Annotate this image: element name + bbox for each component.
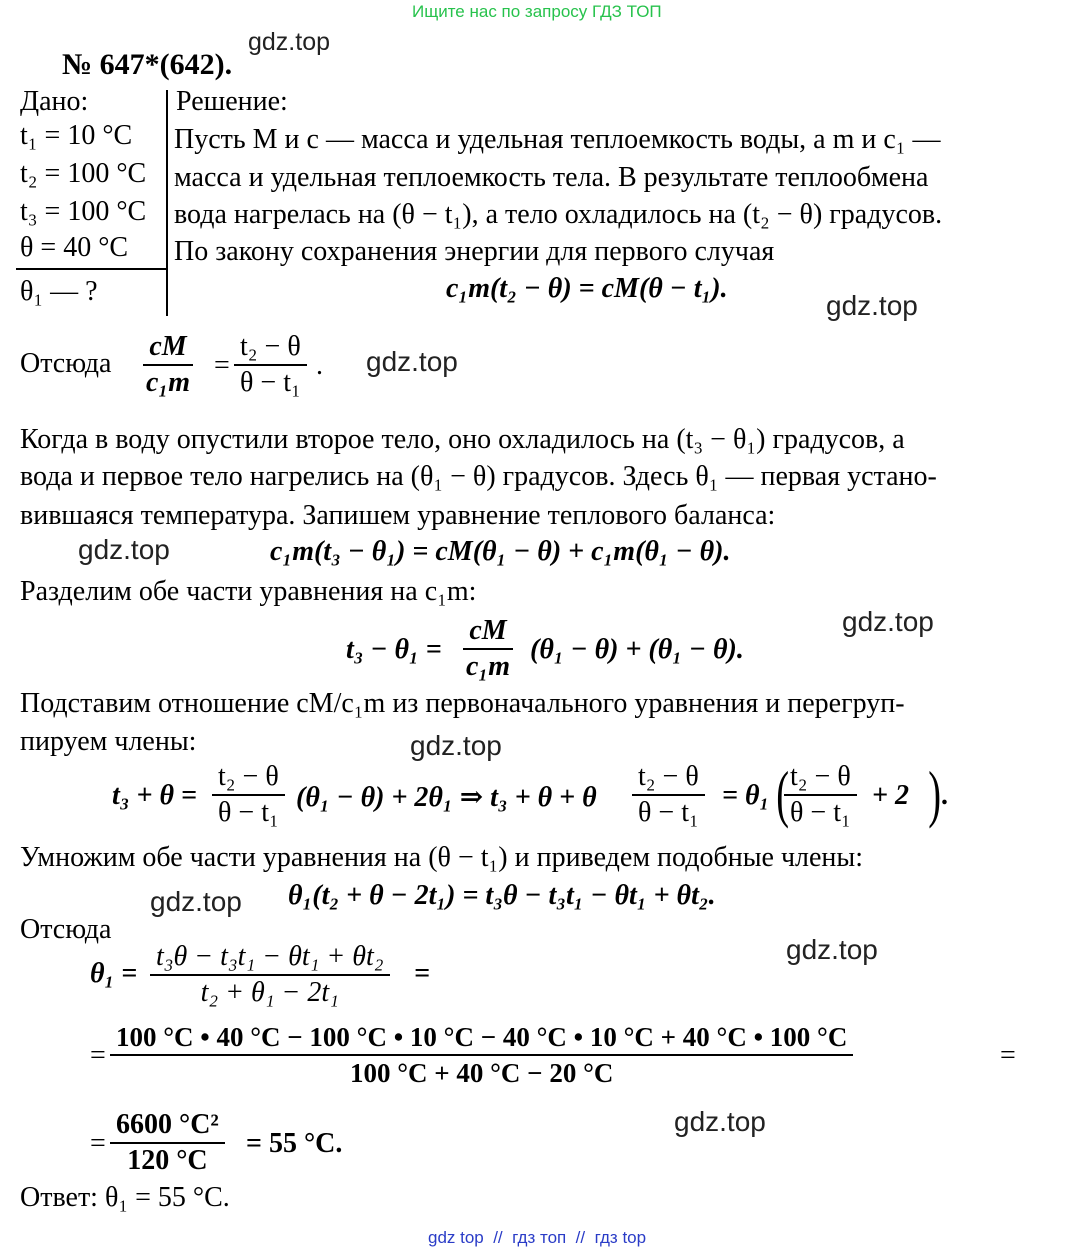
fraction-general — [150, 940, 390, 1010]
watermark: gdz.top — [150, 886, 242, 917]
equation-4-part: + 2 — [872, 780, 909, 811]
equation-6-rhs: = — [414, 958, 430, 989]
substitute-line: пируем члены: — [20, 726, 197, 757]
period: . — [316, 350, 323, 381]
fraction-numerator: t₂ − θ — [234, 330, 307, 366]
given-separator — [166, 90, 168, 316]
watermark: gdz.top — [842, 606, 934, 637]
fraction-denominator: θ − t₁ — [790, 797, 851, 828]
equation-2: c₁m(t₃ − θ₁) = cM(θ₁ − θ) + c₁m(θ₁ − θ). — [270, 536, 731, 567]
fraction-denominator: c₁m — [466, 651, 510, 682]
watermark: gdz.top — [248, 28, 331, 56]
equation-7-lhs: = — [90, 1040, 106, 1071]
watermark: gdz.top — [410, 730, 502, 761]
fraction-numerator: t₂ − θ — [632, 760, 705, 796]
fraction-denominator: θ − t₁ — [638, 797, 699, 828]
fraction-denominator: θ − t₁ — [240, 367, 301, 398]
fraction-numerator: 6600 °C² — [110, 1108, 225, 1144]
fraction-denominator: θ − t₁ — [218, 797, 279, 828]
fraction-denominator: c₁m — [146, 367, 190, 398]
hence-label: Отсюда — [20, 348, 112, 379]
equation-4-part: t₃ + θ = — [112, 780, 197, 811]
left-paren: ( — [776, 758, 790, 829]
fraction-cM-over-c1m — [140, 330, 196, 400]
para-line: Когда в воду опустили второе тело, оно охладилось на (t₃ − θ₁) градусов, а — [20, 424, 905, 455]
solution-label: Решение: — [176, 86, 288, 117]
fraction-temperatures — [212, 760, 285, 830]
fraction-denominator: 100 °C + 40 °C − 20 °C — [349, 1058, 614, 1088]
equation-4-part: (θ₁ − θ) + 2θ₁ ⇒ t₃ + θ + θ — [296, 782, 597, 813]
watermark: gdz.top — [78, 534, 170, 565]
fraction-temperatures — [784, 760, 857, 830]
para-line: вода и первое тело нагрелись на (θ₁ − θ) градусов. Здесь θ₁ — первая устано- — [20, 461, 937, 492]
equation-8-rhs: = 55 °C. — [246, 1128, 343, 1159]
fraction-result — [110, 1108, 225, 1178]
divide-text: Разделим обе части уравнения на c₁m: — [20, 576, 477, 607]
fraction-temperatures — [632, 760, 705, 830]
fraction-denominator: 120 °C — [127, 1145, 208, 1176]
fraction-numerator: t₂ − θ — [212, 760, 285, 796]
given-item: t₂ = 100 °C — [20, 158, 147, 189]
equation-6-lhs: θ₁ = — [90, 958, 138, 989]
solution-line: масса и удельная теплоемкость тела. В результате теплообмена — [174, 162, 929, 193]
solution-line: Пусть M и c — масса и удельная теплоемкость воды, а m и c₁ — — [174, 124, 941, 155]
fraction-cM-over-c1m — [460, 614, 516, 684]
watermark: gdz.top — [674, 1106, 766, 1137]
fraction-numerator: cM — [143, 330, 192, 366]
para-line: вившаяся температура. Запишем уравнение теплового баланса: — [20, 500, 776, 531]
fraction-numerator: 100 °C • 40 °C − 100 °C • 10 °C − 40 °C • 10 °C + 40 °C • 100 °C — [110, 1020, 853, 1056]
equation-1: c₁m(t₂ − θ) = cM(θ − t₁). — [446, 273, 728, 304]
footer-links[interactable]: gdz top // гдз топ // гдз top — [428, 1228, 647, 1247]
given-label: Дано: — [20, 86, 89, 117]
fraction-numerator: t₃θ − t₃t₁ − θt₁ + θt₂ — [150, 940, 390, 976]
watermark: gdz.top — [786, 934, 878, 965]
hence-label: Отсюда — [20, 914, 112, 945]
find-item: θ₁ — ? — [20, 276, 98, 307]
fraction-numeric — [110, 1020, 853, 1090]
top-banner[interactable]: Ищите нас по запросу ГДЗ ТОП — [412, 2, 662, 21]
fraction-numerator: t₂ − θ — [784, 760, 857, 796]
given-divider — [16, 268, 168, 270]
watermark: gdz.top — [366, 346, 458, 377]
fraction-numerator: cM — [463, 614, 512, 650]
equation-4-part: . — [942, 780, 949, 811]
substitute-line: Подставим отношение cM/c₁m из первоначального уравнения и перегруп- — [20, 688, 905, 719]
solution-line: вода нагрелась на (θ − t₁), а тело охладилось на (t₂ − θ) градусов. — [174, 199, 943, 230]
multiply-text: Умножим обе части уравнения на (θ − t₁) и приведем подобные члены: — [20, 842, 864, 873]
given-item: t₃ = 100 °C — [20, 196, 147, 227]
equals-sign: = — [214, 350, 230, 381]
watermark: gdz.top — [826, 290, 918, 321]
fraction-temperatures — [234, 330, 307, 400]
answer: Ответ: θ₁ = 55 °C. — [20, 1182, 230, 1213]
equation-3-right: (θ₁ − θ) + (θ₁ − θ). — [530, 634, 744, 665]
equation-8-lhs: = — [90, 1128, 106, 1159]
equation-4-part: = θ₁ — [722, 780, 770, 811]
problem-number: № 647*(642). — [62, 48, 233, 81]
fraction-denominator: t₂ + θ₁ − 2t₁ — [200, 977, 339, 1008]
given-item: t₁ = 10 °C — [20, 120, 133, 151]
solution-line: По закону сохранения энергии для первого случая — [174, 236, 775, 267]
equation-3-left: t₃ − θ₁ = — [346, 634, 442, 665]
equation-7-rhs: = — [1000, 1040, 1016, 1071]
given-item: θ = 40 °C — [20, 232, 129, 263]
equation-5: θ₁(t₂ + θ − 2t₁) = t₃θ − t₃t₁ − θt₁ + θt₂. — [288, 880, 716, 911]
right-paren: ) — [928, 758, 942, 829]
